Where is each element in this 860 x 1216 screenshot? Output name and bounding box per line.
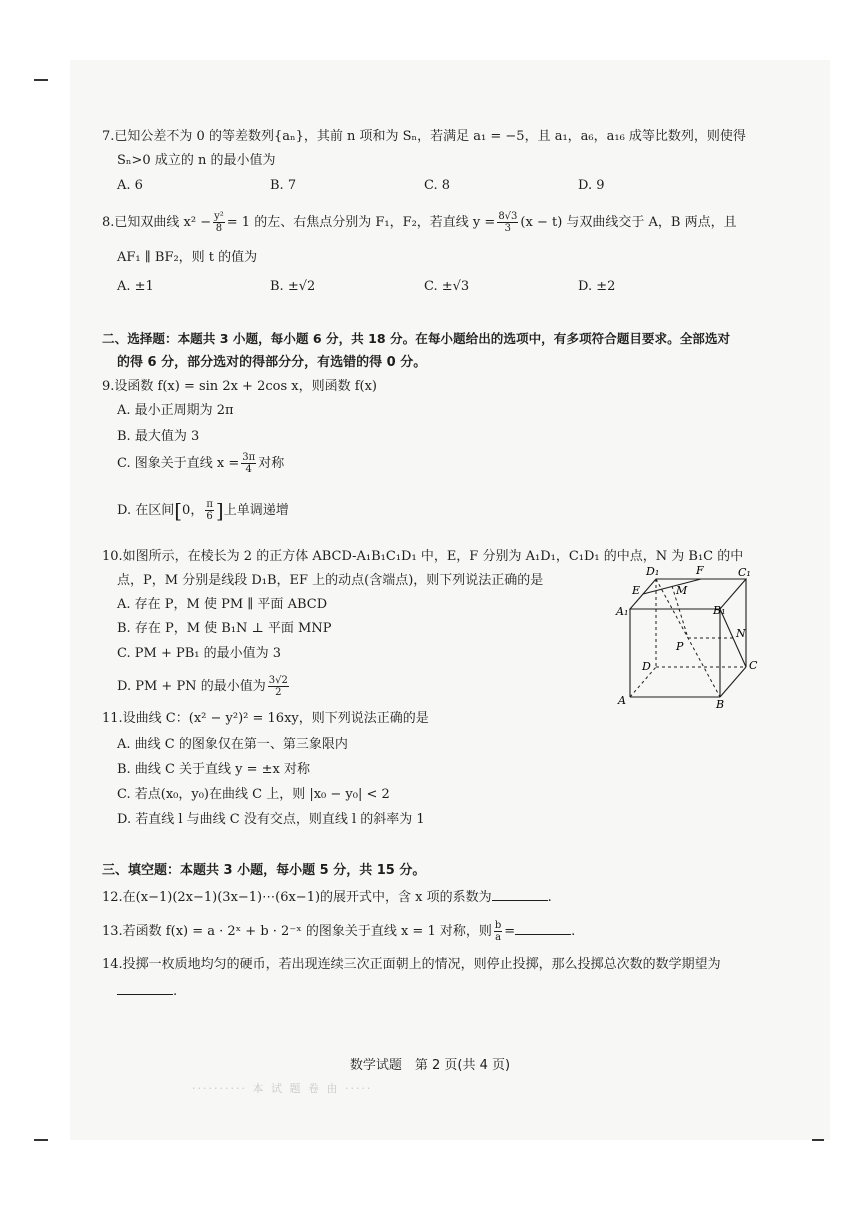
label-f: F	[696, 564, 704, 577]
q9-c-num: 3π	[242, 452, 256, 463]
q9-option-c-fraction	[241, 452, 256, 475]
q11-option-a: A. 曲线 C 的图象仅在第一、第三象限内	[117, 737, 348, 752]
q7-option-b: B. 7	[270, 178, 297, 193]
label-c1: C₁	[738, 566, 751, 579]
label-b: B	[716, 698, 725, 711]
q10-option-d	[117, 675, 291, 698]
q7-line2: Sₙ>0 成立的 n 的最小值为	[117, 153, 276, 168]
label-d: D	[642, 660, 651, 673]
q14-answer-blank	[117, 982, 173, 995]
q7-option-a: A. 6	[117, 178, 143, 193]
section2-heading-1: 二、选择题：本题共 3 小题，每小题 6 分，共 18 分。在每小题给出的选项中，有多项符合题目要求。全部选对	[102, 331, 731, 346]
q13-answer-blank	[515, 922, 571, 935]
label-p: P	[676, 640, 684, 653]
q8-text-1: 8.已知双曲线 x² −	[102, 215, 212, 230]
q8-line2: AF₁ ∥ BF₂，则 t 的值为	[117, 250, 258, 265]
q8-text-3: (x − t) 与双曲线交于 A，B 两点，且	[520, 215, 737, 230]
q9-stem: 9.设函数 f(x) = sin 2x + 2cos x，则函数 f(x)	[102, 379, 378, 394]
page-footer: 数学试题 第 2 页(共 4 页)	[349, 1058, 511, 1073]
label-d1: D₁	[646, 565, 660, 578]
cube-figure	[612, 562, 762, 712]
q9-option-d-text: D. 在区间	[117, 503, 175, 518]
q8-frac1-num: y²	[214, 211, 224, 222]
q7-option-d: D. 9	[578, 178, 605, 193]
cube-top-face	[630, 579, 746, 609]
q11-option-d: D. 若直线 l 与曲线 C 没有交点，则直线 l 的斜率为 1	[117, 812, 425, 827]
q7-option-c: C. 8	[424, 178, 451, 193]
q8-option-d: D. ±2	[578, 279, 616, 294]
q12-period: .	[547, 890, 552, 905]
q8-option-a: A. ±1	[117, 279, 154, 294]
edge-b-c	[720, 667, 746, 697]
label-c: C	[749, 659, 758, 672]
q9-option-b: B. 最大值为 3	[117, 429, 200, 444]
q8-option-c: C. ±√3	[424, 279, 470, 294]
q12-text: 12.在(x−1)(2x−1)(3x−1)⋯(6x−1)的展开式中，含 x 项的系数为	[102, 890, 492, 905]
q9-option-c-text: C. 图象关于直线 x =	[117, 456, 240, 471]
q10-option-c: C. PM + PB₁ 的最小值为 3	[117, 646, 282, 661]
q8-line1	[102, 211, 737, 234]
q10-option-d-fraction	[268, 675, 289, 698]
q8-frac2-den: 3	[504, 223, 512, 234]
q11-stem: 11.设曲线 C：(x² − y²)² = 16xy，则下列说法正确的是	[102, 711, 429, 726]
scan-mark-bottom-left	[34, 1139, 48, 1141]
q14-line2	[117, 982, 177, 1001]
section2-heading-2: 的得 6 分，部分选对的得部分分，有选错的得 0 分。	[117, 355, 427, 370]
label-m: M	[676, 584, 688, 597]
q8-frac2-num: 8√3	[498, 211, 518, 222]
scan-mark-bottom-right	[812, 1139, 824, 1141]
q10-line2: 点，P，M 分别是线段 D₁B，EF 上的动点(含端点)，则下列说法正确的是	[117, 573, 544, 588]
q9-option-a: A. 最小正周期为 2π	[117, 403, 234, 418]
q13-line	[102, 920, 575, 943]
label-e: E	[632, 584, 641, 597]
q10-option-b: B. 存在 P，M 使 B₁N ⊥ 平面 MNP	[117, 621, 332, 636]
q9-bracket-left: [	[174, 498, 183, 523]
q13-period: .	[571, 924, 576, 939]
q12-line	[102, 888, 552, 907]
q10-d-num: 3√2	[268, 675, 288, 686]
q8-frac1-den: 8	[215, 223, 223, 234]
q8-fraction-1	[213, 211, 225, 234]
q10-line1: 10.如图所示，在棱长为 2 的正方体 ABCD-A₁B₁C₁D₁ 中，E，F 分别为 A₁D₁，C₁D₁ 的中点，N 为 B₁C 的中	[102, 549, 744, 564]
q13-text: 13.若函数 f(x) = a · 2ˣ + b · 2⁻ˣ 的图象关于直线 x = 1 对称，则	[102, 924, 492, 939]
q8-fraction-2	[497, 211, 518, 234]
q9-option-c	[117, 452, 284, 475]
q9-d-den: 6	[206, 511, 213, 522]
q13-num: b	[494, 920, 502, 931]
q10-option-a: A. 存在 P，M 使 PM ∥ 平面 ABCD	[117, 597, 328, 612]
q13-equals: =	[504, 924, 516, 939]
label-a1: A₁	[616, 605, 629, 618]
bleed-through-text: ·········· 本 试 题 卷 由 ·····	[192, 1082, 373, 1095]
q9-option-c-suffix: 对称	[258, 456, 285, 471]
q14-period: .	[173, 984, 178, 999]
q12-answer-blank	[492, 888, 548, 901]
q11-option-c: C. 若点(x₀，y₀)在曲线 C 上，则 |x₀ − y₀| < 2	[117, 787, 390, 802]
label-n: N	[736, 627, 746, 640]
label-b1: B₁	[713, 604, 726, 617]
scan-mark-top-left	[34, 79, 48, 81]
q13-den: a	[495, 932, 502, 943]
q10-d-den: 2	[275, 687, 282, 698]
label-a: A	[618, 694, 626, 707]
q9-option-d-suffix: 上单调递增	[223, 503, 289, 518]
q9-interval-start: 0，	[182, 503, 204, 518]
q9-bracket-right: ]	[215, 498, 224, 523]
section3-heading: 三、填空题：本题共 3 小题，每小题 5 分，共 15 分。	[102, 863, 426, 878]
q9-d-num: π	[206, 499, 213, 510]
q9-c-den: 4	[245, 464, 252, 475]
q8-text-2: = 1 的左、右焦点分别为 F₁，F₂，若直线 y =	[226, 215, 496, 230]
q14-line1: 14.投掷一枚质地均匀的硬币，若出现连续三次正面朝上的情况，则停止投掷，那么投掷总次数的数学期望为	[102, 957, 721, 972]
q10-option-d-text: D. PM + PN 的最小值为	[117, 679, 266, 694]
q9-option-d	[117, 499, 289, 522]
q11-option-b: B. 曲线 C 关于直线 y = ±x 对称	[117, 762, 311, 777]
q7-line1: 7.已知公差不为 0 的等差数列{aₙ}，其前 n 项和为 Sₙ，若满足 a₁ = −5，且 a₁，a₆，a₁₆ 成等比数列，则使得	[102, 129, 746, 144]
q9-option-d-fraction	[205, 499, 214, 522]
q8-option-b: B. ±√2	[270, 279, 316, 294]
q13-fraction	[494, 920, 502, 943]
